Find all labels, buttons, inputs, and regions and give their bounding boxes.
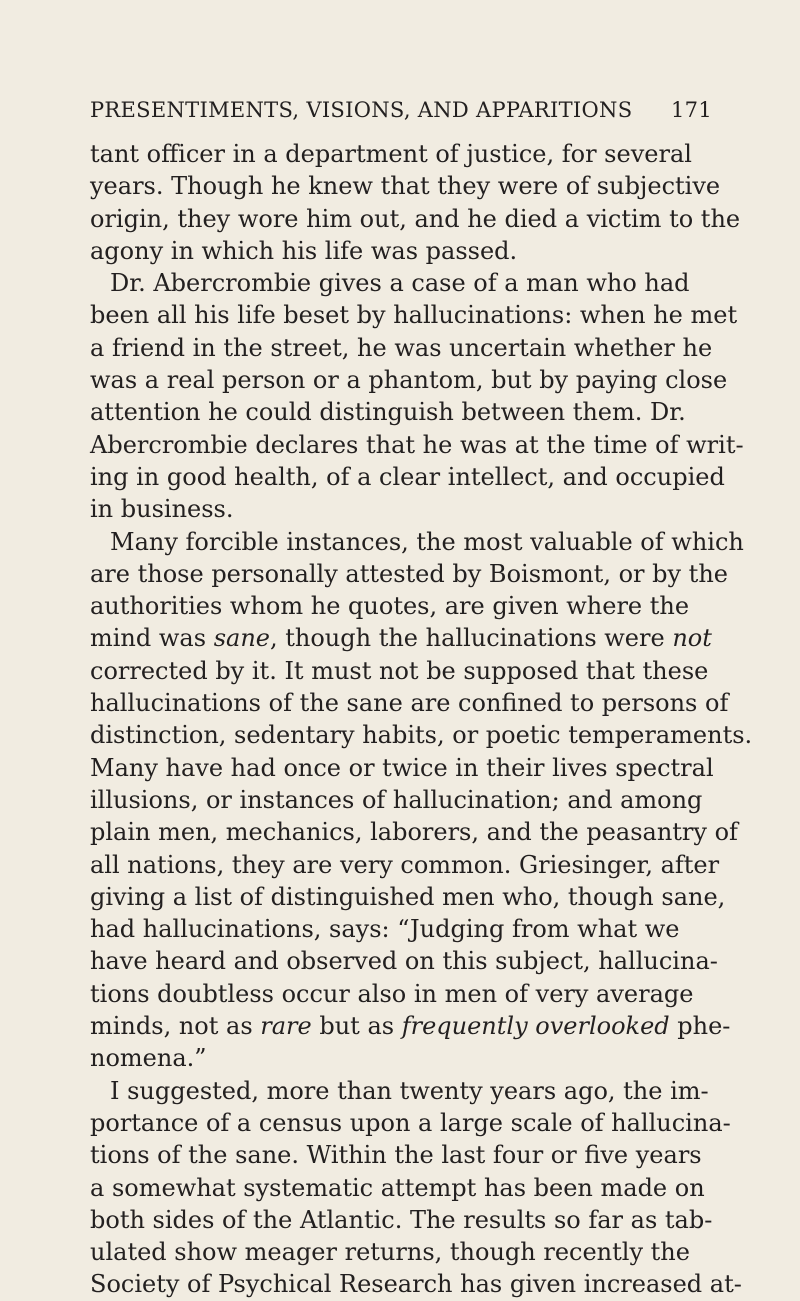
text-line	[90, 816, 752, 848]
text-line	[90, 590, 752, 622]
text-segment: portance of a census upon a large scale of hallucina-	[90, 1108, 731, 1137]
text-line	[90, 1268, 752, 1300]
text-segment: years. Though he knew that they were of subjective	[90, 172, 721, 201]
text-segment: tions of the sane. Within the last four or five years	[90, 1141, 702, 1170]
text-line	[90, 1075, 752, 1107]
text-line	[90, 493, 752, 525]
text-line	[90, 267, 752, 299]
text-line	[90, 1107, 752, 1139]
text-segment: ulated show meager returns, though recently the	[90, 1238, 690, 1267]
text-segment: both sides of the Atlantic. The results so far as tab-	[90, 1205, 713, 1234]
text-segment: I suggested, more than twenty years ago, the im-	[110, 1076, 709, 1105]
text-line	[90, 1172, 752, 1204]
text-segment: phe-	[669, 1012, 731, 1041]
text-segment: have heard and observed on this subject, hallucina-	[90, 947, 718, 976]
text-line	[90, 978, 752, 1010]
text-segment: hallucinations of the sane are confined to persons of	[90, 689, 729, 718]
text-segment: are those personally attested by Boismont, or by the	[90, 559, 728, 588]
italic-text: not	[672, 624, 712, 653]
text-line	[90, 170, 752, 202]
text-segment: Many forcible instances, the most valuable of which	[110, 527, 744, 556]
text-segment: , though the hallucinations were	[269, 624, 673, 653]
text-line	[90, 849, 752, 881]
text-line	[90, 364, 752, 396]
text-line	[90, 913, 752, 945]
text-line	[90, 235, 752, 267]
text-segment: all nations, they are very common. Griesinger, after	[90, 850, 720, 879]
text-segment: been all his life beset by hallucinations: when he met	[90, 301, 738, 330]
text-segment: minds, not as	[90, 1012, 261, 1041]
text-segment: was a real person or a phantom, but by paying close	[90, 366, 728, 395]
text-segment: tions doubtless occur also in men of very average	[90, 979, 694, 1008]
text-line	[90, 719, 752, 751]
text-segment: Dr. Abercrombie gives a case of a man who had	[110, 269, 690, 298]
text-segment: illusions, or instances of hallucination; and among	[90, 785, 703, 814]
text-segment: authorities whom he quotes, are given where the	[90, 592, 690, 621]
text-line	[90, 558, 752, 590]
text-line	[90, 1236, 752, 1268]
text-segment: ing in good health, of a clear intellect, and occupied	[90, 462, 725, 491]
text-line	[90, 1204, 752, 1236]
text-line	[90, 396, 752, 428]
text-line	[90, 784, 752, 816]
text-line	[90, 687, 752, 719]
body-text	[90, 138, 752, 1301]
text-line	[90, 461, 752, 493]
text-segment: had hallucinations, says: “Judging from what we	[90, 915, 680, 944]
text-segment: origin, they wore him out, and he died a victim to the	[90, 204, 741, 233]
text-line	[90, 1010, 752, 1042]
text-line	[90, 945, 752, 977]
text-segment: attention he could distinguish between them. Dr.	[90, 398, 686, 427]
italic-text: sane	[213, 624, 270, 653]
italic-text: frequently overlooked	[401, 1012, 670, 1041]
text-segment: but as	[311, 1012, 402, 1041]
italic-text: rare	[260, 1012, 312, 1041]
text-line	[90, 203, 752, 235]
text-segment: Society of Psychical Research has given increased at-	[90, 1270, 742, 1299]
page-number: 171	[671, 98, 712, 122]
text-segment: Many have had once or twice in their lives spectral	[90, 753, 714, 782]
running-head	[90, 98, 712, 132]
text-segment: distinction, sedentary habits, or poetic temperaments.	[90, 721, 753, 750]
text-line	[90, 1139, 752, 1171]
text-segment: nomena.”	[90, 1044, 207, 1073]
text-line	[90, 332, 752, 364]
text-line	[90, 622, 752, 654]
text-segment: plain men, mechanics, laborers, and the peasantry of	[90, 818, 738, 847]
text-line	[90, 752, 752, 784]
text-segment: tant officer in a department of justice, for several	[90, 140, 692, 168]
text-segment: a friend in the street, he was uncertain whether he	[90, 333, 713, 362]
text-line	[90, 655, 752, 687]
text-segment: in business.	[90, 495, 234, 524]
text-segment: mind was	[90, 624, 214, 653]
text-line	[90, 1042, 752, 1074]
text-line	[90, 138, 752, 170]
running-title: PRESENTIMENTS, VISIONS, AND APPARITIONS	[90, 98, 633, 122]
text-line	[90, 299, 752, 331]
text-segment: corrected by it. It must not be supposed that these	[90, 656, 709, 685]
text-line	[90, 881, 752, 913]
text-segment: giving a list of distinguished men who, though sane,	[90, 882, 726, 911]
text-segment: agony in which his life was passed.	[90, 236, 518, 265]
text-segment: a somewhat systematic attempt has been made on	[90, 1173, 705, 1202]
text-line	[90, 526, 752, 558]
text-segment: Abercrombie declares that he was at the time of writ-	[90, 430, 744, 459]
text-line	[90, 429, 752, 461]
